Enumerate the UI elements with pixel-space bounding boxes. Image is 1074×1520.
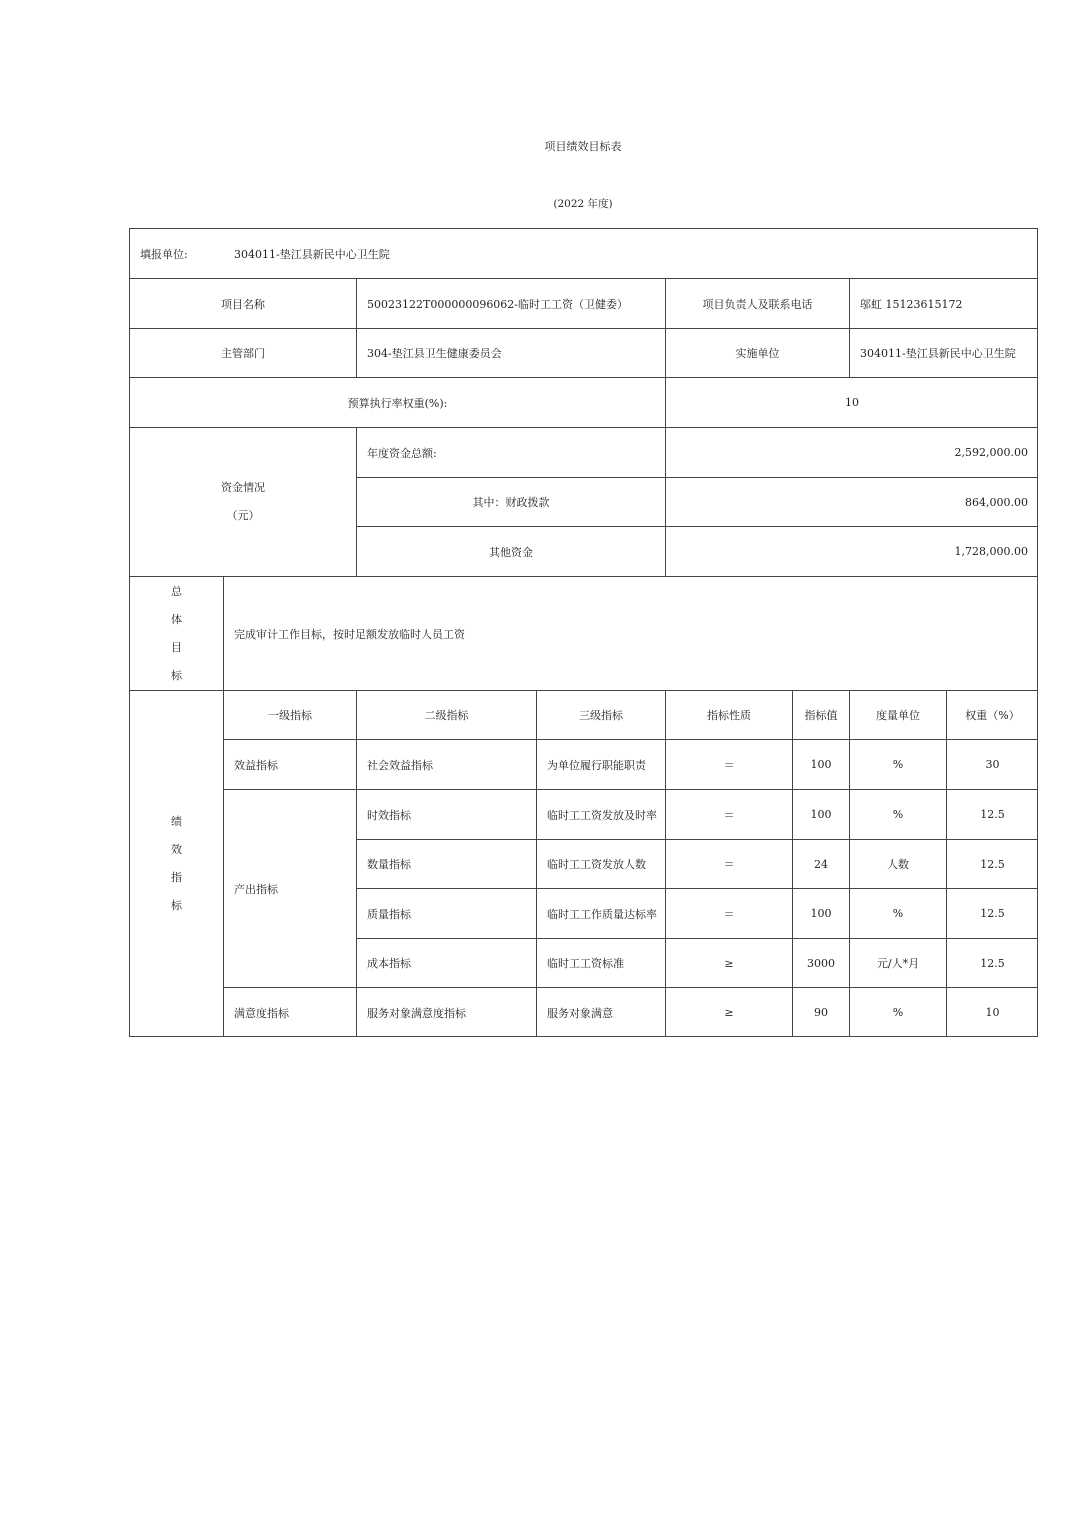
- overall-goal-char: 目: [171, 640, 182, 654]
- table-bottom-edge: [129, 1036, 1038, 1037]
- header-level3: 三级指标: [536, 690, 665, 739]
- indicators-char: 标: [171, 899, 182, 912]
- funds-total-label: 年度资金总额:: [356, 427, 665, 477]
- header-unit: 度量单位: [849, 690, 946, 739]
- table-row-unit: %: [849, 789, 946, 839]
- funds-other-label: 其他资金: [356, 526, 665, 576]
- table-row-weight: 12.5: [946, 789, 1038, 839]
- table-row-level3: 临时工工资发放及时率: [536, 789, 665, 839]
- project-name-value: 50023122T000000096062-临时工工资（卫健委）: [356, 278, 665, 328]
- table-row-level2: 数量指标: [356, 839, 536, 888]
- overall-goal-char: 标: [171, 668, 182, 682]
- overall-goal-label: [129, 576, 223, 690]
- table-row-level3: 临时工工作质量达标率: [536, 888, 665, 938]
- header-value: 指标值: [792, 690, 849, 739]
- overall-goal-char: 体: [171, 612, 182, 626]
- table-row-unit: %: [849, 987, 946, 1037]
- overall-goal-text: 完成审计工作目标，按时足额发放临时人员工资: [223, 576, 1038, 690]
- funds-label: [129, 427, 356, 576]
- header-weight: 权重（%）: [946, 690, 1038, 739]
- table-row-level2: 质量指标: [356, 888, 536, 938]
- header-level1: 一级指标: [223, 690, 356, 739]
- table-row-weight: 12.5: [946, 938, 1038, 987]
- table-row-level3: 临时工工资发放人数: [536, 839, 665, 888]
- project-name-label: 项目名称: [129, 278, 356, 328]
- table-row-nature: ≥: [665, 938, 792, 987]
- table-row-level3: 为单位履行职能职责: [536, 739, 665, 789]
- funds-label-line2: （元）: [226, 509, 260, 522]
- table-row-level2: 成本指标: [356, 938, 536, 987]
- table-row-nature: ＝: [665, 789, 792, 839]
- project-owner-label: 项目负责人及联系电话: [665, 278, 849, 328]
- indicators-char: 绩: [171, 815, 182, 828]
- overall-goal-char: 总: [171, 584, 182, 598]
- table-row-value: 90: [792, 987, 849, 1037]
- table-row-level2: 服务对象满意度指标: [356, 987, 536, 1037]
- table-row-level2: 时效指标: [356, 789, 536, 839]
- impl-unit-label: 实施单位: [665, 328, 849, 377]
- dept-label: 主管部门: [129, 328, 356, 377]
- dept-value: 304-垫江县卫生健康委员会: [356, 328, 665, 377]
- indicators-char: 效: [171, 843, 182, 856]
- table-row-value: 3000: [792, 938, 849, 987]
- project-owner-value: 邬虹 15123615172: [849, 278, 1038, 328]
- table-row-level2: 社会效益指标: [356, 739, 536, 789]
- table-row-nature: ＝: [665, 839, 792, 888]
- page-subtitle: (2022 年度): [553, 198, 613, 210]
- table-right-edge: [1037, 228, 1038, 1037]
- table-row-unit: 人数: [849, 839, 946, 888]
- level1-output: 产出指标: [223, 789, 356, 987]
- header-level2: 二级指标: [356, 690, 536, 739]
- funds-fiscal-value: 864,000.00: [665, 477, 1038, 526]
- funds-other-value: 1,728,000.00: [665, 526, 1038, 576]
- table-row-nature: ＝: [665, 739, 792, 789]
- fill-unit-value: 304011-垫江县新民中心卫生院: [234, 247, 390, 261]
- fill-unit-row: [129, 228, 1038, 278]
- table-row-value: 100: [792, 789, 849, 839]
- table-row-value: 100: [792, 739, 849, 789]
- header-nature: 指标性质: [665, 690, 792, 739]
- table-row-nature: ＝: [665, 888, 792, 938]
- table-row-weight: 30: [946, 739, 1038, 789]
- indicators-char: 指: [171, 871, 182, 884]
- table-row-value: 100: [792, 888, 849, 938]
- budget-weight-value: 10: [665, 377, 1038, 427]
- table-row-level3: 临时工工资标准: [536, 938, 665, 987]
- page-title: 项目绩效目标表: [544, 140, 622, 153]
- level1-satisfaction: 满意度指标: [223, 987, 356, 1037]
- level1-benefit: 效益指标: [223, 739, 356, 789]
- impl-unit-value: 304011-垫江县新民中心卫生院: [849, 328, 1038, 377]
- table-row-value: 24: [792, 839, 849, 888]
- fill-unit-label: 填报单位:: [140, 247, 188, 261]
- budget-weight-label: 预算执行率权重(%):: [129, 377, 665, 427]
- table-row-level3: 服务对象满意: [536, 987, 665, 1037]
- indicators-label: [129, 690, 223, 1037]
- table-row-weight: 12.5: [946, 839, 1038, 888]
- table-row-unit: %: [849, 739, 946, 789]
- table-row-nature: ≥: [665, 987, 792, 1037]
- funds-total-value: 2,592,000.00: [665, 427, 1038, 477]
- table-row-weight: 10: [946, 987, 1038, 1037]
- table-row-weight: 12.5: [946, 888, 1038, 938]
- table-row-unit: 元/人*月: [849, 938, 946, 987]
- funds-label-line1: 资金情况: [221, 481, 265, 494]
- table-row-unit: %: [849, 888, 946, 938]
- funds-fiscal-label: 其中：财政拨款: [356, 477, 665, 526]
